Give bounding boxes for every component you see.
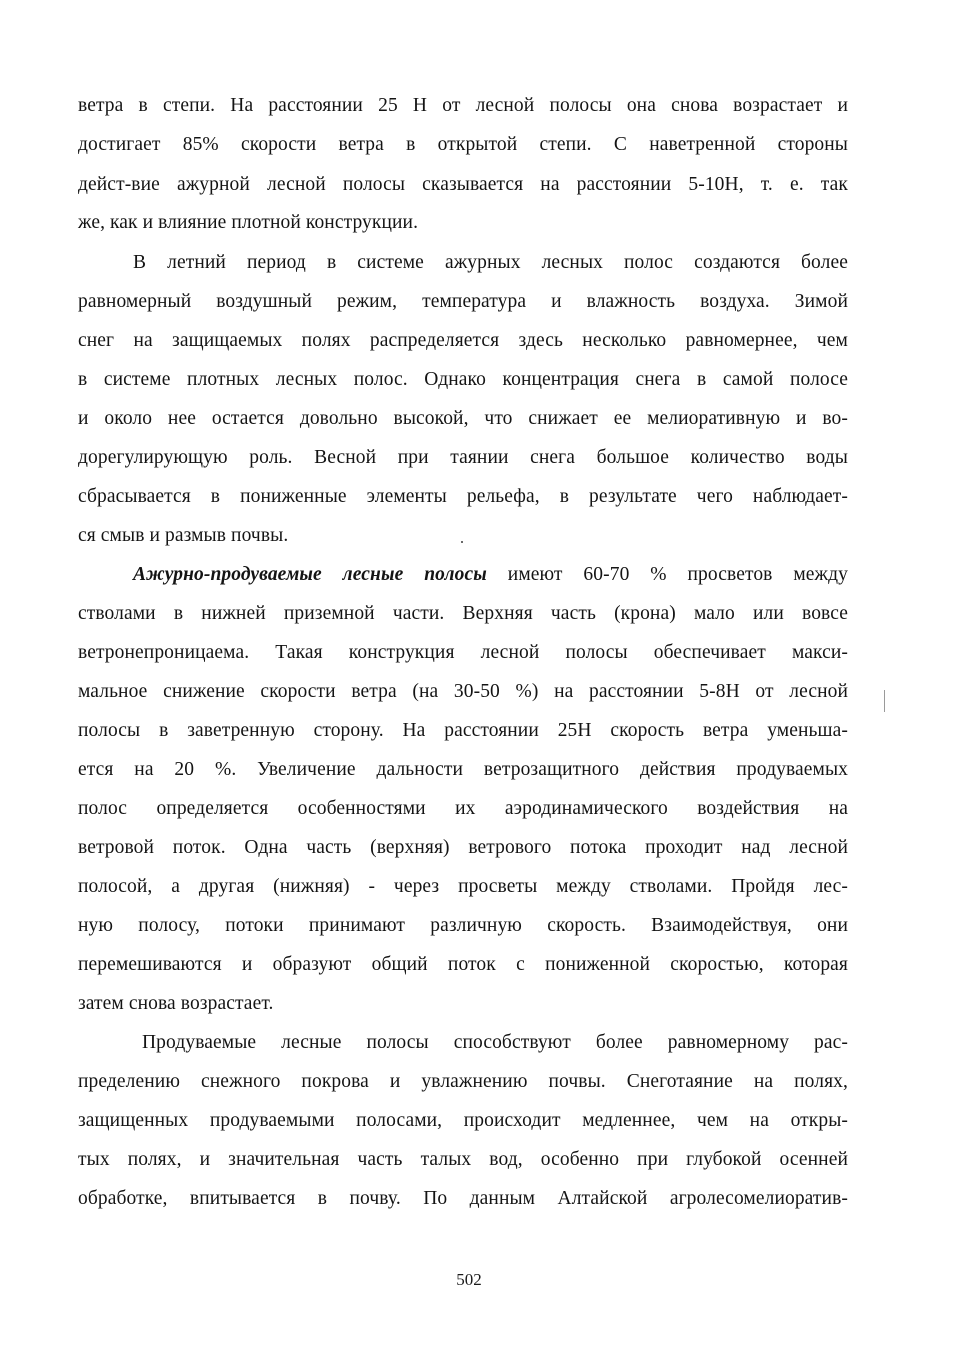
paragraph-first-line — [133, 555, 848, 595]
text-line: тых полях, и значительная часть талых вод, особенно при глубокой осенней — [78, 1149, 848, 1170]
text-line: сбрасывается в пониженные элементы рельефа, в результате чего наблюдает- — [78, 486, 848, 507]
text-line: полос определяется особенностями их аэродинамического воздействия на — [78, 798, 848, 819]
paragraph-first-line: Продуваемые лесные полосы способствуют более равномерному рас- — [142, 1032, 848, 1053]
text-line: же, как и влияние плотной конструкции. — [78, 212, 419, 233]
text-line: мальное снижение скорости ветра (на 30-50 %) на расстоянии 5-8Н от лесной — [78, 681, 848, 702]
scan-edge-mark — [884, 690, 885, 712]
text-line: ется на 20 %. Увеличение дальности ветрозащитного действия продуваемых — [78, 759, 848, 780]
text-line: ся смыв и размыв почвы. — [78, 525, 289, 546]
text-line: ную полосу, потоки принимают различную скорость. Взаимодействуя, они — [78, 915, 848, 936]
text-line: затем снова возрастает. — [78, 993, 274, 1014]
text-line: равномерный воздушный режим, температура и влажность воздуха. Зимой — [78, 291, 848, 312]
text-line: пределению снежного покрова и увлажнению почвы. Снеготаяние на полях, — [78, 1071, 848, 1092]
text-line: и около нее остается довольно высокой, что снижает ее мелиоративную и во- — [78, 408, 848, 429]
page-number: 502 — [456, 1270, 482, 1289]
text-line: полосы в заветренную сторону. На расстоянии 25Н скорость ветра уменьша- — [78, 720, 848, 741]
text-run: имеют 60-70 % просветов между — [507, 564, 848, 585]
text-line: дорегулирующую роль. Весной при таянии снега большое количество воды — [78, 447, 848, 468]
text-line: достигает 85% скорости ветра в открытой степи. С наветренной стороны — [78, 134, 848, 155]
text-line: перемешиваются и образуют общий поток с пониженной скоростью, которая — [78, 954, 848, 975]
text-line: снег на защищаемых полях распределяется здесь несколько равномернее, чем — [78, 330, 848, 351]
text-line: обработке, впитывается в почву. По данным Алтайской агролесомелиоратив- — [78, 1188, 848, 1209]
text-line: дейст-вие ажурной лесной полосы сказывается на расстоянии 5-10Н, т. е. так — [78, 174, 848, 195]
text-line: в системе плотных лесных полос. Однако концентрация снега в самой полосе — [78, 369, 848, 390]
text-line: полосой, а другая (нижняя) - через просветы между стволами. Пройдя лес- — [78, 876, 848, 897]
text-line: ветра в степи. На расстоянии 25 Н от лесной полосы она снова возрастает и — [78, 95, 848, 116]
scan-speck — [461, 541, 463, 543]
text-line: стволами в нижней приземной части. Верхняя часть (крона) мало или вовсе — [78, 603, 848, 624]
text-line: ветровой поток. Одна часть (верхняя) ветрового потока проходит над лесной — [78, 837, 848, 858]
text-line: ветронепроницаема. Такая конструкция лесной полосы обеспечивает макси- — [78, 642, 848, 663]
paragraph-first-line: В летний период в системе ажурных лесных полос создаются более — [133, 252, 848, 273]
text-line: защищенных продуваемыми полосами, происходит медленнее, чем на откры- — [78, 1110, 848, 1131]
emphasis-term: Ажурно-продуваемые лесные полосы — [133, 564, 487, 585]
